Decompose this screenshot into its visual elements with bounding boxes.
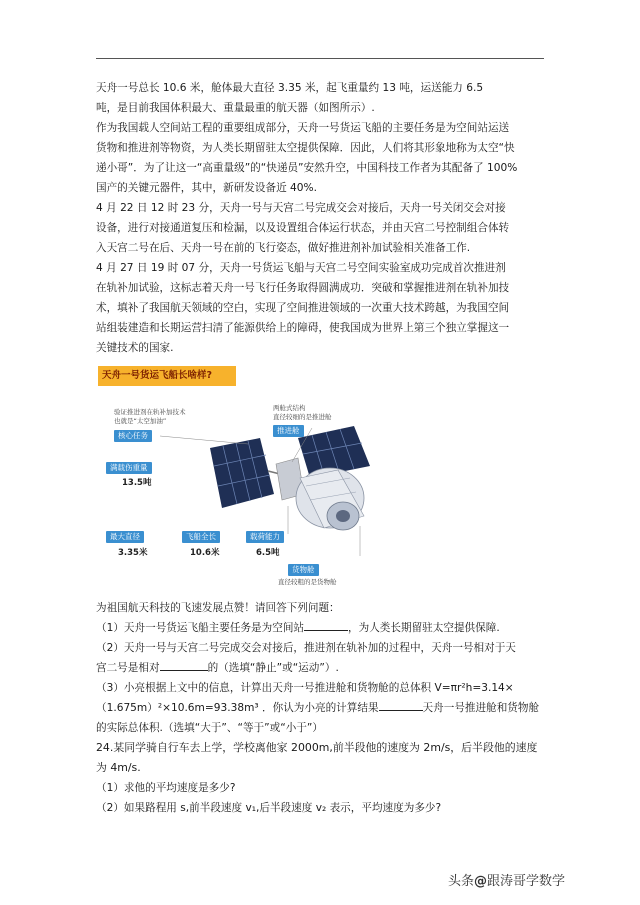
passage-line: 作为我国载人空间站工程的重要组成部分，天舟一号货运飞船的主要任务是为空间站运送 [96, 122, 510, 134]
answer-blank-1[interactable] [304, 619, 348, 631]
max-diameter-badge: 最大直径 [106, 531, 144, 543]
problem-24-question-1: （1）求他的平均速度是多少? [96, 782, 236, 794]
structure-note-2: 直径较细的是推进舱 [273, 413, 332, 421]
length-value: 10.6米 [190, 548, 220, 558]
question-3-line-3: 的实际总体积.（选填“大于”、“等于”或“小于”） [96, 722, 323, 734]
question-1 [96, 618, 548, 638]
spacecraft-figure [98, 366, 400, 596]
problem-24-question-2: （2）如果路程用 s,前半段速度 v₁,后半段速度 v₂ 表示，平均速度为多少? [96, 802, 442, 814]
passage-line: 国产的关键元器件，其中，新研发设备近 40%. [96, 182, 317, 194]
cargo-capacity-value: 6.5吨 [256, 548, 280, 558]
passage-line: 设备，进行对接通道复压和检漏，以及设置组合体运行状态，并由天宫二号控制组合体转 [96, 222, 510, 234]
cargo-capacity-badge: 载荷能力 [246, 531, 284, 543]
watermark [448, 870, 565, 889]
passage-line: 在轨补加试验，这标志着天舟一号飞行任务取得圆满成功．突破和掌握推进剂在轨补加技 [96, 282, 510, 294]
core-task-note-1: 验证推进剂在轨补加技术 [114, 408, 186, 416]
cargo-note: 直径较粗的是货物舱 [278, 578, 337, 586]
question-3-text-b: 天舟一号推进舱和货物舱 [422, 702, 540, 714]
core-task-note-2: 也就是“太空加油” [114, 417, 167, 425]
passage-line: 术，填补了我国航天领域的空白，实现了空间推进领域的一次重大技术跨越，为我国空间 [96, 302, 510, 314]
passage-line: 吨，是目前我国体积最大、重量最重的航天器（如图所示）. [96, 102, 375, 114]
question-3-text-a: （1.675m）²×10.6m=93.38m³ ．你认为小亮的计算结果 [96, 702, 379, 714]
question-3-line-2 [96, 698, 548, 718]
question-2-line-1: （2）天舟一号与天宫二号完成交会对接后，推进剂在轨补加的过程中，天舟一号相对于天 [96, 642, 516, 654]
launch-weight-badge: 满载伤重量 [106, 462, 152, 474]
questions-intro: 为祖国航天科技的飞速发展点赞！请回答下列问题： [96, 602, 340, 614]
max-diameter-value: 3.35米 [118, 548, 148, 558]
propulsion-badge: 推进舱 [273, 425, 304, 437]
passage-line: 4 月 27 日 19 时 07 分，天舟一号货运飞船与天宫二号空间实验室成功完成首次推进剂 [96, 262, 506, 274]
passage-line: 入天宫二号在后、天舟一号在前的飞行姿态，做好推进剂补加试验相关准备工作. [96, 242, 471, 254]
question-2-text-b: 的（选填“静止”或“运动”）. [207, 662, 339, 674]
question-1-text-a: （1）天舟一号货运飞船主要任务是为空间站 [96, 622, 305, 634]
core-task-badge: 核心任务 [114, 430, 152, 442]
question-2-text-a: 宫二号是相对 [96, 662, 160, 674]
watermark-name: 跟涛哥学数学 [487, 874, 566, 889]
question-section [96, 598, 548, 818]
watermark-prefix: 头条 [448, 874, 475, 889]
answer-blank-2[interactable] [160, 659, 208, 671]
passage-line: 4 月 22 日 12 时 23 分，天舟一号与天宫二号完成交会对接后，天舟一号关闭交会对接 [96, 202, 506, 214]
question-2-line-2 [96, 658, 548, 678]
header-rule [96, 58, 544, 59]
question-1-text-b: ，为人类长期留驻太空提供保障. [348, 622, 500, 634]
leader-line-core [160, 436, 248, 444]
problem-24-line-1: 24.某同学骑自行车去上学，学校离他家 2000m,前半段他的速度为 2m/s，后半段他的速度 [96, 741, 538, 754]
watermark-at: @ [474, 874, 488, 889]
solar-panel-left [210, 438, 274, 508]
passage-line: 递小哥”．为了让这一“高重量级”的“快递员”安然升空，中国科技工作者为其配备了 100% [96, 162, 518, 174]
length-badge: 飞船全长 [182, 531, 220, 543]
reading-passage [96, 78, 548, 358]
passage-line: 货物和推进剂等物资，为人类长期留驻太空提供保障．因此，人们将其形象地称为太空“快 [96, 142, 515, 154]
passage-line: 关键技术的国家. [96, 342, 174, 354]
launch-weight-value: 13.5吨 [122, 478, 152, 488]
problem-24-line-2: 为 4m/s. [96, 761, 141, 774]
cargo-badge: 货物舱 [288, 564, 319, 576]
passage-line: 天舟一号总长 10.6 米，舱体最大直径 3.35 米，起飞重量约 13 吨，运送能力 6.5 [96, 82, 484, 94]
structure-note-1: 两舱式结构 [273, 404, 306, 412]
question-3-line-1: （3）小亮根据上文中的信息，计算出天舟一号推进舱和货物舱的总体积 V=πr²h=3.14× [96, 682, 514, 694]
answer-blank-3[interactable] [379, 699, 423, 711]
figure-title: 天舟一号货运飞船长啥样? [98, 366, 236, 386]
passage-line: 站组装建造和长期运营扫清了能源供给上的障碍，使我国成为世界上第三个独立掌握这一 [96, 322, 510, 334]
